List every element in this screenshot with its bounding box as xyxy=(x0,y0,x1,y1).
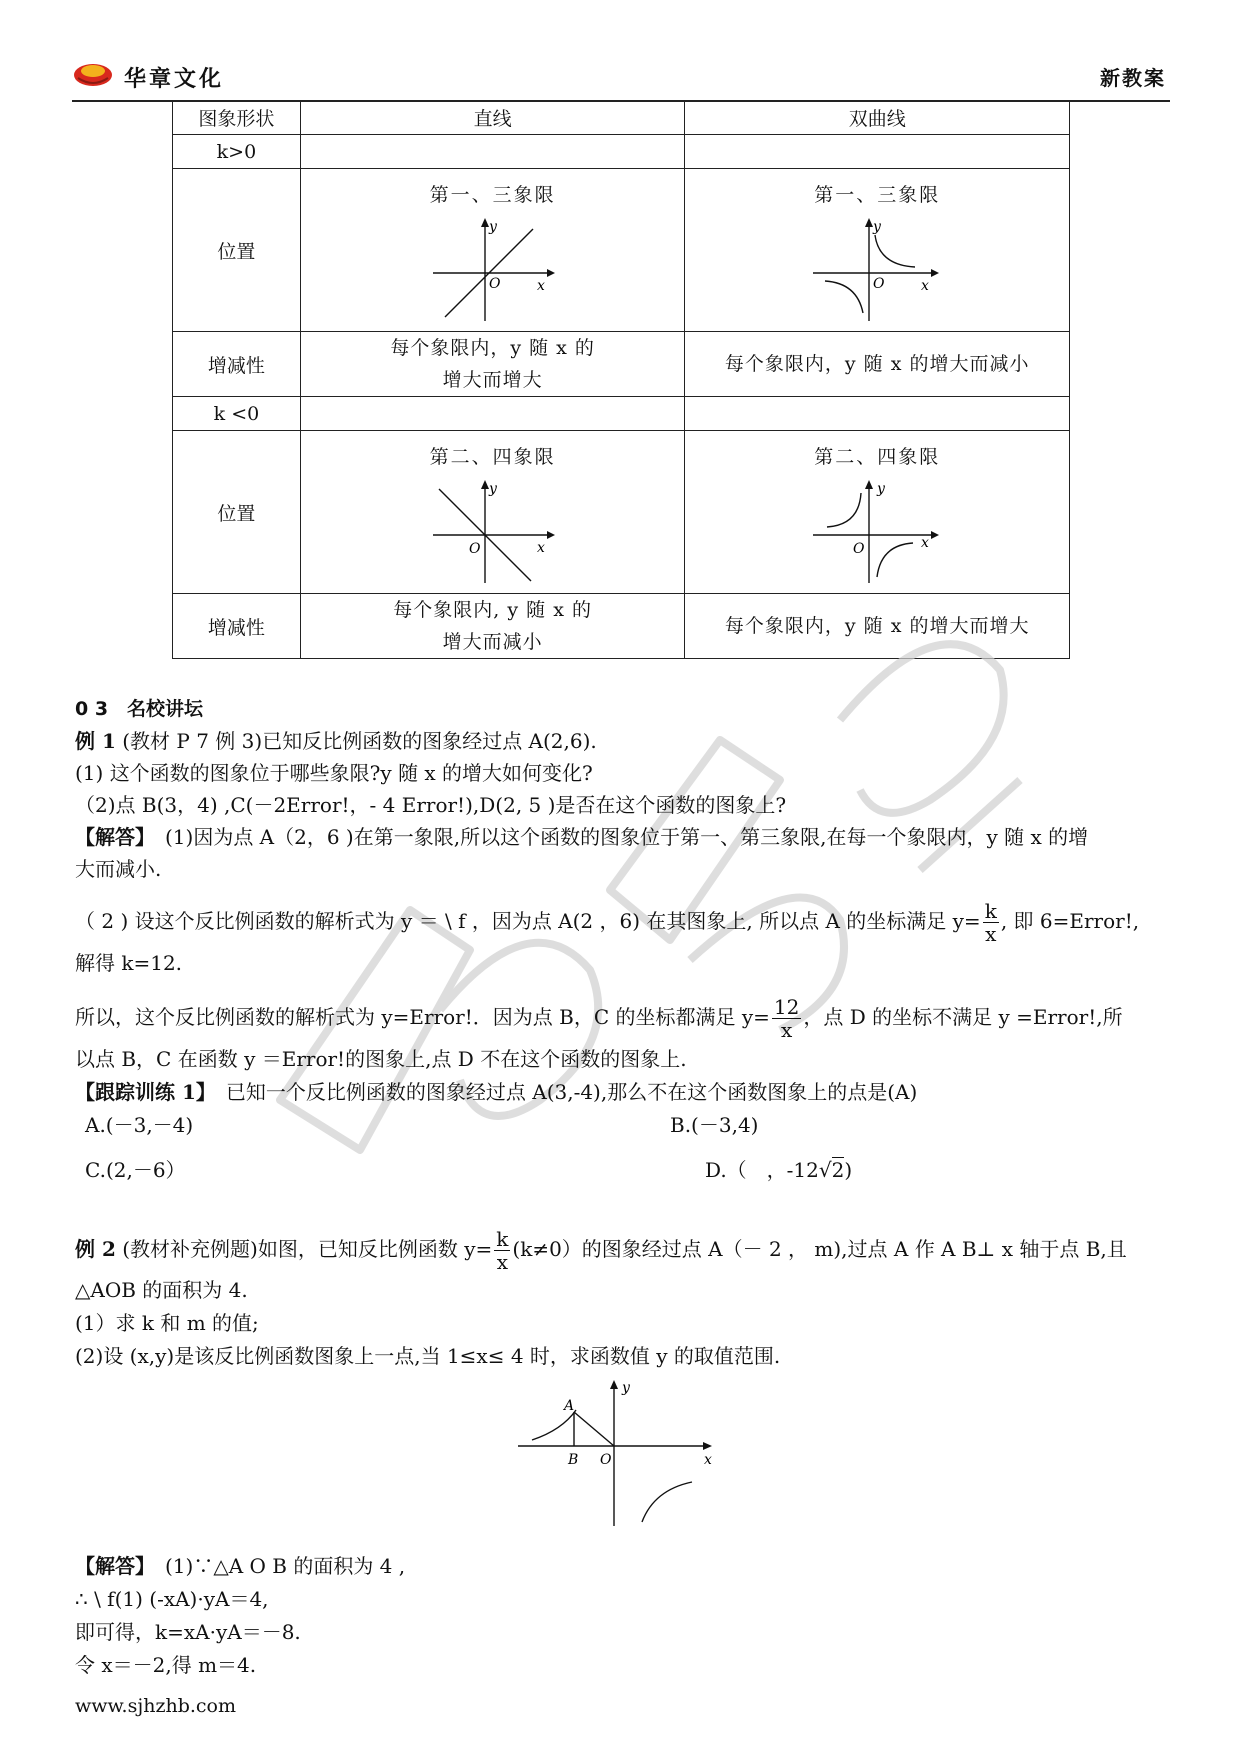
example-label: 例 2 xyxy=(75,1237,116,1261)
answer-label: 【解答】 xyxy=(75,1554,145,1578)
fraction-k-over-x: $\frac{k}{x}$ xyxy=(984,899,997,946)
svg-text:x: x xyxy=(536,539,545,556)
hyperbola-first-third-graph xyxy=(807,213,947,323)
function-comparison-table xyxy=(172,100,1070,659)
hyperbola-second-fourth-graph xyxy=(807,475,947,585)
page-header xyxy=(72,52,1170,102)
svg-text:y: y xyxy=(488,218,497,235)
y-axis-label: y xyxy=(622,1380,630,1396)
example2-answer-1: 【解答】 (1)∵△A O B 的面积为 4 , xyxy=(75,1554,406,1578)
example2-answer-4: 令 x＝－2,得 m＝4. xyxy=(75,1653,257,1677)
option-b: B.(－3,4) xyxy=(670,1113,759,1137)
k-positive-row xyxy=(173,135,1070,169)
table-row xyxy=(173,332,1070,397)
example1-answer-2-cont: 解得 k=12. xyxy=(75,951,183,975)
example-label: 例 1 xyxy=(75,729,116,753)
example1-answer-1: 【解答】 (1)因为点 A（2，6 )在第一象限,所以这个函数的图象位于第一、第三象限,在每一个象限内，y 随 x 的增 xyxy=(75,825,1089,849)
svg-text:O: O xyxy=(488,275,501,292)
example2-question-1: (1）求 k 和 m 的值; xyxy=(75,1311,259,1335)
practice-label: 【跟踪训练 1】 xyxy=(75,1080,206,1104)
option-c: C.(2,－6） xyxy=(85,1158,186,1182)
svg-text:y: y xyxy=(877,480,886,497)
graph-cell xyxy=(685,169,1070,332)
table-header-row xyxy=(173,101,1070,135)
example2-answer-2: ∴ \ f(1) (-xA)·yA＝4, xyxy=(75,1587,269,1611)
k-negative-row xyxy=(173,397,1070,431)
section-title: 0 3 名校讲坛 xyxy=(75,698,204,720)
svg-text:y: y xyxy=(488,480,497,497)
quadrant-label: 第二、四象限 xyxy=(429,445,556,468)
monotonic-cell: 每个象限内，y 随 x 的 增大而增大 xyxy=(300,332,685,397)
logo-icon xyxy=(72,58,114,88)
example1-stem: 例 1 (教材 P 7 例 3)已知反比例函数的图象经过点 A(2,6). xyxy=(75,729,597,753)
example2-question-2: (2)设 (x,y)是该反比例函数图象上一点,当 1≤x≤ 4 时，求函数值 y 的取值范围. xyxy=(75,1344,781,1368)
example1-question-1: (1) 这个函数的图象位于哪些象限?y 随 x 的增大如何变化? xyxy=(75,761,593,785)
k-positive-label: k>0 xyxy=(173,135,301,169)
svg-text:y: y xyxy=(873,218,882,235)
k-negative-label: k <0 xyxy=(173,397,301,431)
point-a-label: A xyxy=(564,1398,575,1414)
example1-question-2: （2)点 B(3，4) ,C(－2Error!，- 4 Error!),D(2, 5 )是否在这个函数的图象上? xyxy=(75,793,787,817)
brand-name: 华章文化 xyxy=(124,67,225,92)
graph-cell xyxy=(300,431,685,594)
table-header-cell: 双曲线 xyxy=(685,101,1070,135)
option-d: D.（ ，-12√2) xyxy=(705,1158,853,1182)
table-row xyxy=(173,169,1070,332)
quadrant-label: 第一、三象限 xyxy=(814,183,941,206)
x-axis-label: x xyxy=(704,1452,712,1468)
example2-stem: 例 2 (教材补充例题)如图，已知反比例函数 y= $\frac{k}{x}$ (k≠0）的图象经过点 A（－ 2 ， m),过点 A 作 A B⊥ x 轴于点 B,且 xyxy=(75,1227,1127,1274)
graph-cell xyxy=(685,431,1070,594)
position-label: 位置 xyxy=(173,169,301,332)
quadrant-label: 第二、四象限 xyxy=(814,445,941,468)
table-header-cell: 图象形状 xyxy=(173,101,301,135)
decreasing-line-graph xyxy=(423,475,563,585)
monotonic-cell: 每个象限内, y 随 x 的 增大而减小 xyxy=(300,594,685,659)
fraction-k-over-x: $\frac{k}{x}$ xyxy=(496,1227,509,1274)
example1-answer-2: （ 2 ) 设这个反比例函数的解析式为 y ＝ \ f ，因为点 A(2 ，6) 在其图象上, 所以点 A 的坐标满足 y= $\frac{k}{x}$ , 即 6=Error!, xyxy=(75,899,1140,946)
example1-answer-3: 所以，这个反比例函数的解析式为 y=Error!．因为点 B，C 的坐标都满足 y= $\frac{12}{x}$ ，点 D 的坐标不满足 y =Error!,所 xyxy=(75,995,1123,1042)
svg-text:x: x xyxy=(536,277,545,294)
monotonic-label: 增减性 xyxy=(173,594,301,659)
option-a: A.(－3,－4) xyxy=(85,1113,194,1137)
origin-label: O xyxy=(600,1452,612,1468)
header-right-label: 新教案 xyxy=(1100,66,1166,90)
svg-text:x: x xyxy=(921,277,930,294)
point-b-label: B xyxy=(568,1452,579,1468)
monotonic-label: 增减性 xyxy=(173,332,301,397)
fraction-12-over-x: $\frac{12}{x}$ xyxy=(773,995,800,1042)
increasing-line-graph xyxy=(423,213,563,323)
footer-url[interactable]: www.sjhzhb.com xyxy=(75,1695,236,1717)
example1-answer-3-cont: 以点 B，C 在函数 y ＝Error!的图象上,点 D 不在这个函数的图象上. xyxy=(75,1047,687,1071)
table-row xyxy=(173,431,1070,594)
quadrant-label: 第一、三象限 xyxy=(429,183,556,206)
svg-text:O: O xyxy=(853,540,865,557)
example2-figure xyxy=(516,1376,722,1528)
example2-stem-cont: △AOB 的面积为 4. xyxy=(75,1278,248,1302)
monotonic-cell: 每个象限内，y 随 x 的增大而减小 xyxy=(685,332,1070,397)
graph-cell xyxy=(300,169,685,332)
svg-text:O: O xyxy=(873,275,885,292)
svg-text:O: O xyxy=(468,540,481,557)
example1-answer-1-cont: 大而减小. xyxy=(75,857,162,881)
example2-answer-3: 即可得，k=xA·yA＝－8. xyxy=(75,1620,301,1644)
position-label: 位置 xyxy=(173,431,301,594)
sqrt-symbol: √ xyxy=(818,1158,832,1182)
monotonic-cell: 每个象限内，y 随 x 的增大而增大 xyxy=(685,594,1070,659)
table-header-cell: 直线 xyxy=(300,101,685,135)
practice1-stem: 【跟踪训练 1】 已知一个反比例函数的图象经过点 A(3,-4),那么不在这个函数图象上的点是(A) xyxy=(75,1080,918,1104)
svg-text:x: x xyxy=(921,534,930,551)
answer-label: 【解答】 xyxy=(75,825,145,849)
table-row xyxy=(173,594,1070,659)
